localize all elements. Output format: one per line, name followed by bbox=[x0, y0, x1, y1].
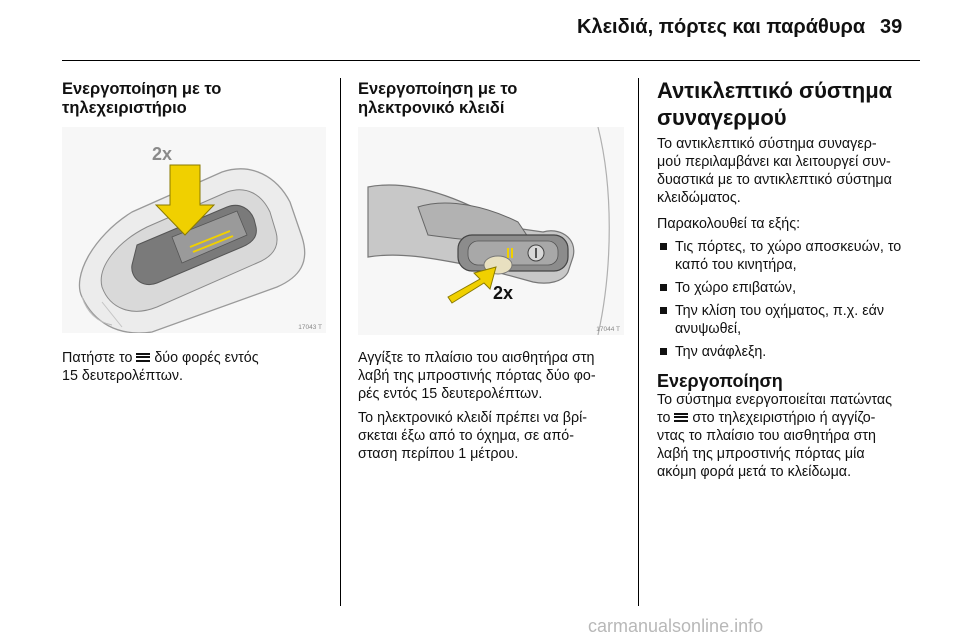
list-item bbox=[657, 279, 927, 297]
item-line: Τις πόρτες, το χώρο αποσκευών, το bbox=[675, 239, 902, 255]
touch-twice-label: 2x bbox=[493, 283, 514, 303]
header-rule bbox=[62, 60, 920, 61]
heading-line: Ενεργοποίηση με το bbox=[358, 80, 518, 98]
bullet-icon bbox=[660, 348, 667, 355]
text-line: 15 δευτερολέπτων. bbox=[62, 368, 183, 384]
text-line: σταση περίπου 1 μέτρου. bbox=[358, 446, 519, 462]
text-segment: Πατήστε το bbox=[62, 350, 137, 366]
watermark: carmanualsonline.info bbox=[588, 616, 764, 636]
page-header-title: Κλειδιά, πόρτες και παράθυρα bbox=[577, 16, 866, 38]
text-segment: στο τηλεχειριστήριο ή αγγίζο- bbox=[688, 410, 876, 426]
column-anti-theft-alarm bbox=[657, 77, 927, 481]
text-line: Το ηλεκτρονικό κλειδί πρέπει να βρί- bbox=[358, 410, 588, 426]
text-line: ντας το πλαίσιο του αισθητήρα στη bbox=[657, 428, 876, 444]
monitor-intro: Παρακολουθεί τα εξής: bbox=[657, 216, 801, 232]
activation-subheading: Ενεργοποίηση bbox=[657, 371, 783, 391]
electronic-key-heading bbox=[358, 80, 630, 118]
lock-button-icon bbox=[674, 413, 688, 422]
bullet-icon bbox=[660, 307, 667, 314]
heading-line: τηλεχειριστήριο bbox=[62, 99, 187, 117]
monitored-items-list bbox=[657, 238, 927, 361]
remote-key-illustration bbox=[62, 127, 326, 333]
text-line: ρές εντός 15 δευτερολέπτων. bbox=[358, 386, 543, 402]
text-segment: δύο φορές εντός bbox=[150, 350, 259, 366]
figure-code: 17044 T bbox=[596, 326, 620, 333]
item-line: Την κλίση του οχήματος, π.χ. εάν bbox=[675, 303, 884, 319]
item-line: ανυψωθεί, bbox=[675, 321, 742, 337]
page-number: 39 bbox=[880, 16, 903, 38]
list-item bbox=[657, 238, 927, 274]
press-twice-label: 2x bbox=[152, 144, 173, 164]
door-handle-illustration bbox=[358, 127, 624, 335]
item-line: Το χώρο επιβατών, bbox=[675, 280, 797, 296]
column-divider-1 bbox=[340, 78, 341, 606]
remote-activation-text bbox=[62, 349, 332, 385]
text-line: λαβή της μπροστινής πόρτας δύο φο- bbox=[358, 368, 596, 384]
remote-activation-heading bbox=[62, 80, 332, 118]
text-segment: το bbox=[657, 410, 675, 426]
electronic-key-text bbox=[358, 349, 634, 463]
anti-theft-heading bbox=[657, 77, 927, 131]
item-line: καπό του κινητήρα, bbox=[675, 257, 797, 273]
remote-key-figure bbox=[62, 127, 326, 333]
column-electronic-key bbox=[358, 80, 630, 118]
text-line: δυαστικά με το αντικλεπτικό σύστημα bbox=[657, 172, 892, 188]
text-line: μού περιλαμβάνει και λειτουργεί συν- bbox=[657, 154, 891, 170]
list-item bbox=[657, 302, 927, 338]
bullet-icon bbox=[660, 243, 667, 250]
text-line: Αγγίξτε το πλαίσιο του αισθητήρα στη bbox=[358, 350, 595, 366]
heading-line: ηλεκτρονικό κλειδί bbox=[358, 99, 505, 117]
heading-line: Ενεργοποίηση με το bbox=[62, 80, 222, 98]
text-line: Το σύστημα ενεργοποιείται πατώντας bbox=[657, 392, 893, 408]
text-line: σκεται έξω από το όχημα, σε από- bbox=[358, 428, 575, 444]
text-line: λαβή της μπροστινής πόρτας μία bbox=[657, 446, 865, 462]
column-divider-2 bbox=[638, 78, 639, 606]
heading-line: συναγερμού bbox=[657, 105, 787, 130]
text-line: ακόμη φορά μετά το κλείδωμα. bbox=[657, 464, 852, 480]
lock-button-icon bbox=[136, 353, 150, 362]
text-line: Το αντικλεπτικό σύστημα συναγερ- bbox=[657, 136, 877, 152]
text-line: κλειδώματος. bbox=[657, 190, 741, 206]
heading-line: Αντικλεπτικό σύστημα bbox=[657, 78, 893, 103]
door-handle-figure bbox=[358, 127, 624, 335]
column-remote-activation bbox=[62, 80, 332, 118]
figure-code: 17043 T bbox=[298, 324, 322, 331]
item-line: Την ανάφλεξη. bbox=[675, 344, 767, 360]
list-item bbox=[657, 343, 927, 361]
bullet-icon bbox=[660, 284, 667, 291]
